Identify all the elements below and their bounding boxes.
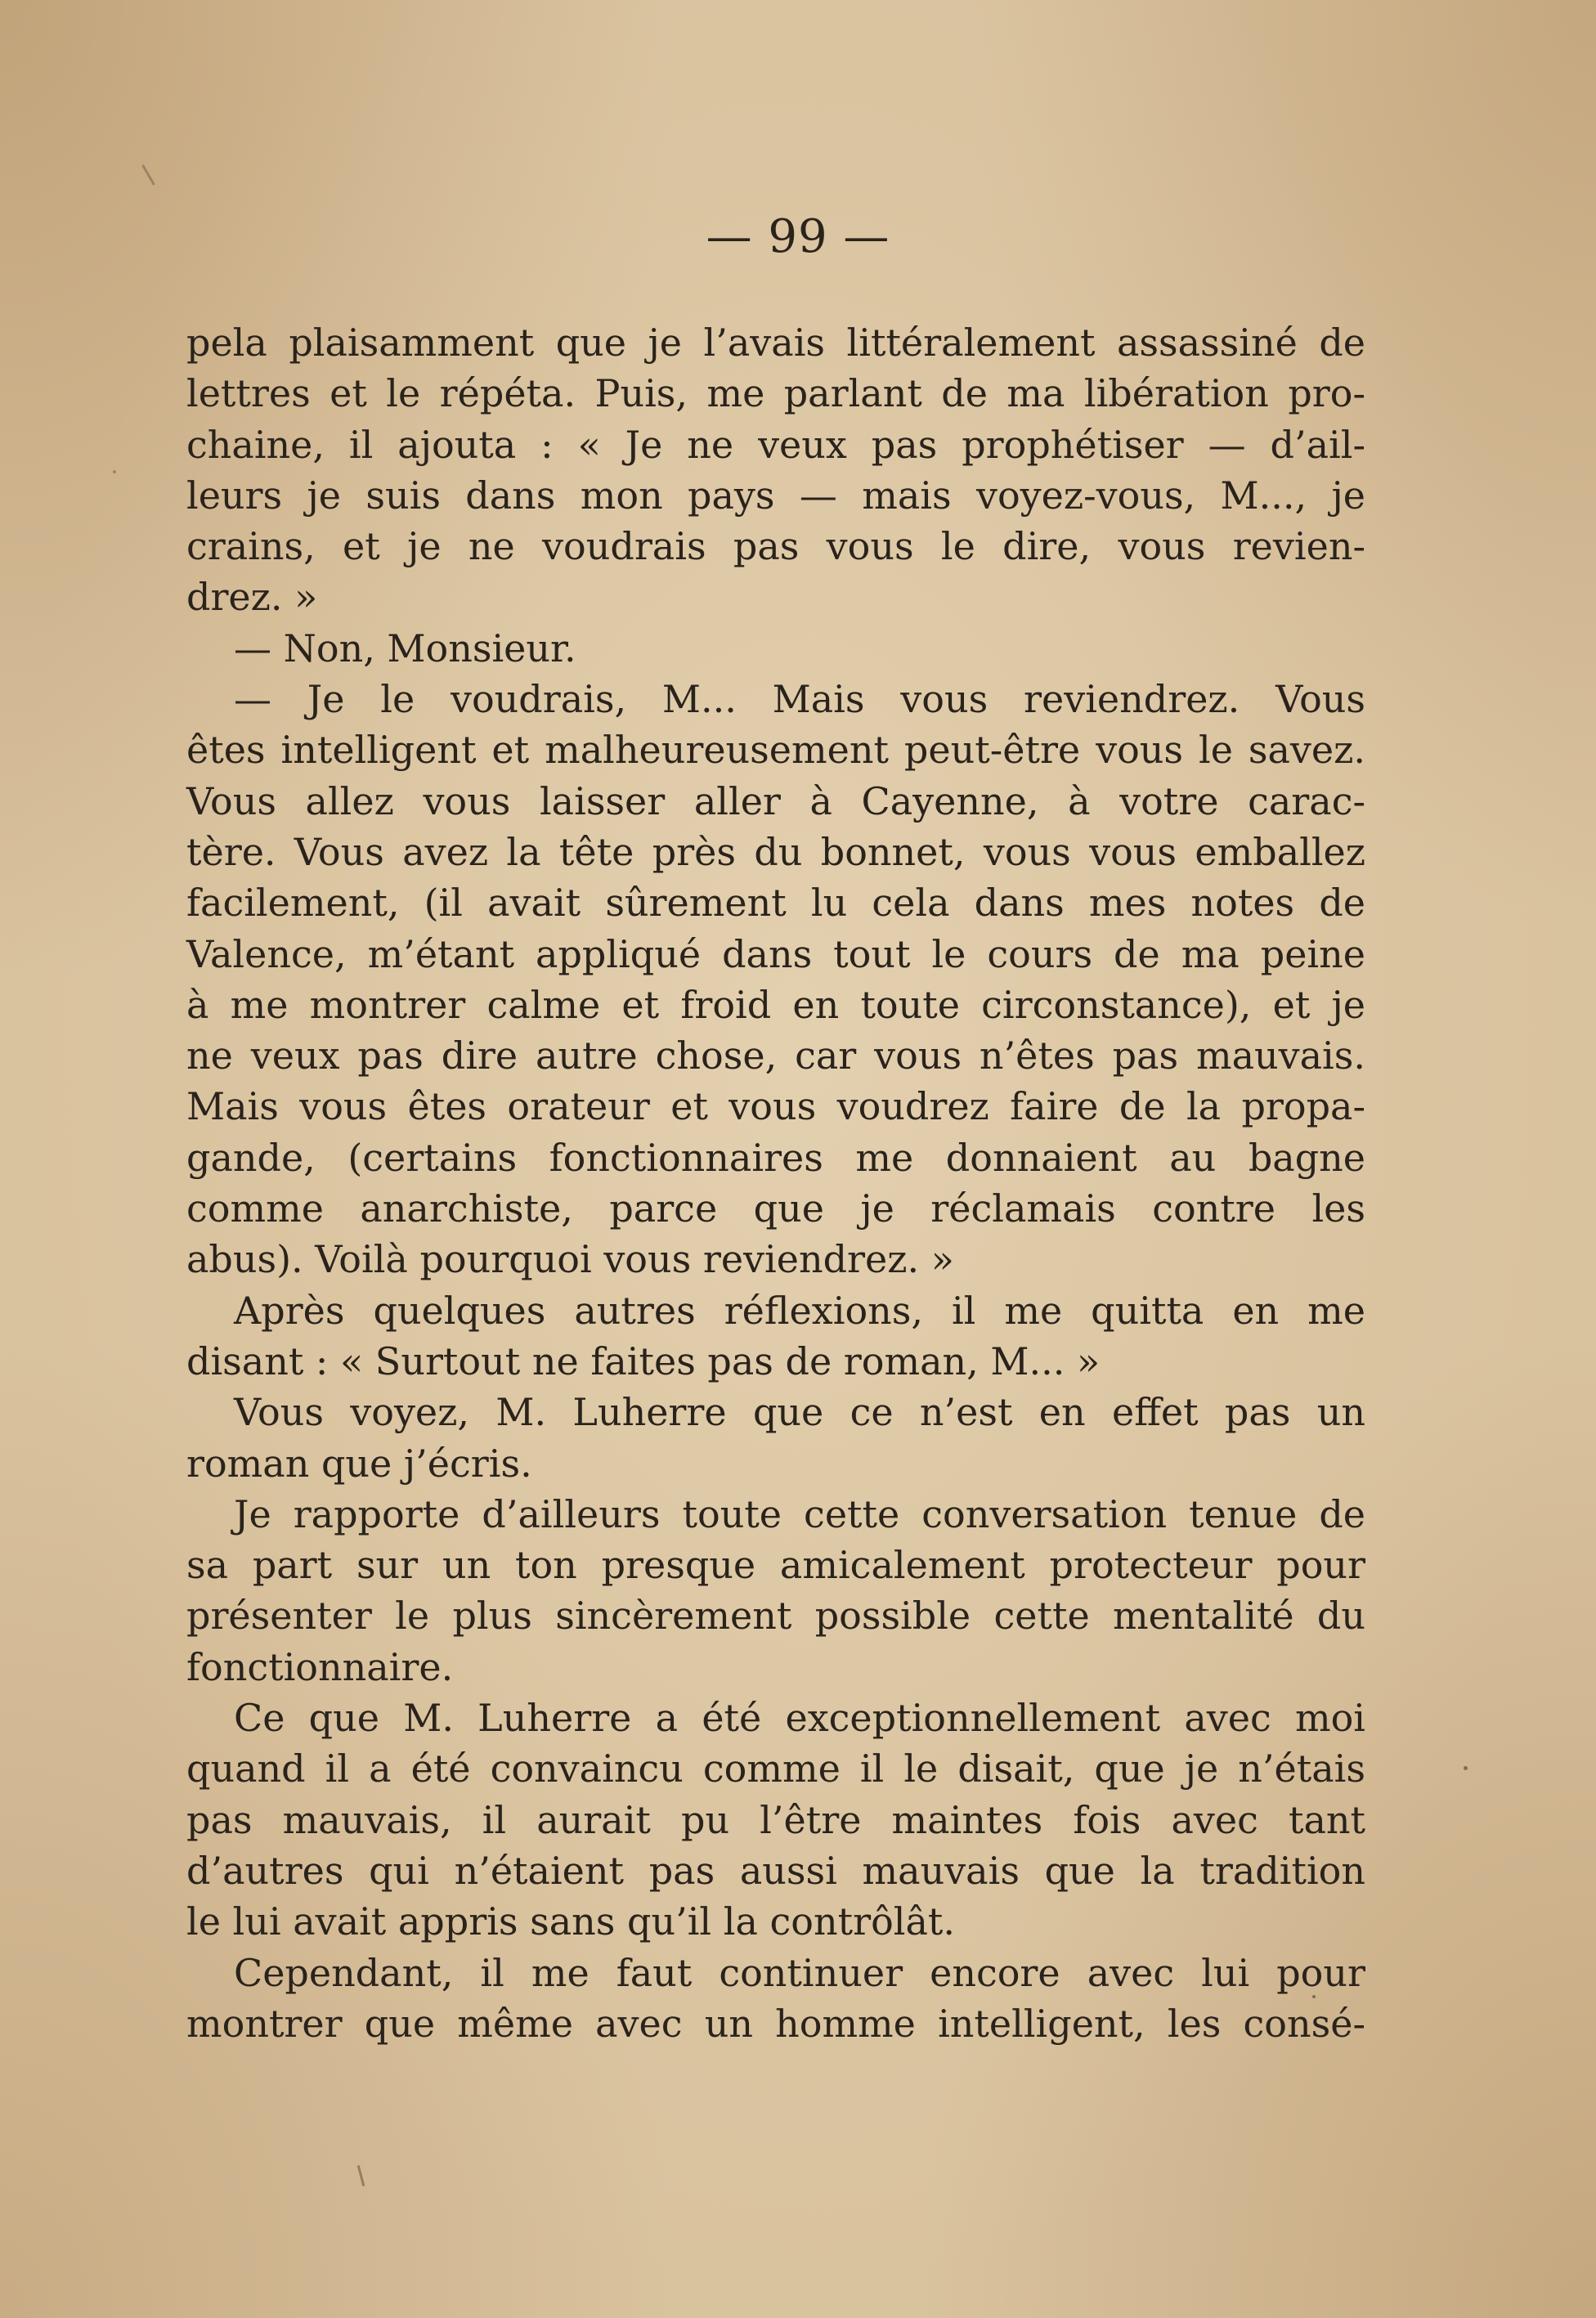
page-number: — 99 —: [706, 210, 890, 263]
text-line: tère. Vous avez la tête près du bonnet, vous vous emballez: [186, 829, 1365, 874]
text-line: abus). Voilà pourquoi vous reviendrez. »: [186, 1237, 954, 1282]
text-line: d’autres qui n’étaient pas aussi mauvais que la tradition: [186, 1848, 1365, 1893]
paper-speck: [141, 164, 155, 186]
text-line: Après quelques autres réflexions, il me quitta en me: [234, 1288, 1365, 1333]
text-line: ne veux pas dire autre chose, car vous n’êtes pas mauvais.: [186, 1033, 1365, 1078]
paper-speck: [1464, 1766, 1468, 1770]
text-line: Cependant, il me faut continuer encore avec lui pour: [234, 1950, 1365, 1995]
text-line: Vous voyez, M. Luherre que ce n’est en effet pas un: [234, 1390, 1365, 1435]
paper-speck: [113, 470, 116, 473]
text-line: crains, et je ne voudrais pas vous le dire, vous revien-: [186, 524, 1365, 569]
text-line: — Je le voudrais, M... Mais vous reviendrez. Vous: [234, 677, 1365, 722]
paper-speck: [357, 2165, 365, 2186]
text-line: Valence, m’étant appliqué dans tout le cours de ma peine: [186, 931, 1365, 976]
text-line: leurs je suis dans mon pays — mais voyez-vous, M..., je: [186, 473, 1365, 518]
text-line: êtes intelligent et malheureusement peut-être vous le savez.: [186, 728, 1365, 773]
text-line: disant : « Surtout ne faites pas de roman, M... »: [186, 1338, 1101, 1383]
body-text: [186, 317, 1365, 2049]
text-line: pela plaisamment que je l’avais littéralement assassiné de: [186, 321, 1365, 365]
text-line: Je rapporte d’ailleurs toute cette conversation tenue de: [234, 1491, 1365, 1536]
text-line: Vous allez vous laisser aller à Cayenne, à votre carac-: [186, 778, 1365, 823]
text-line: quand il a été convaincu comme il le disait, que je n’étais: [186, 1746, 1365, 1791]
text-line: gande, (certains fonctionnaires me donnaient au bagne: [186, 1135, 1365, 1180]
text-line: à me montrer calme et froid en toute circonstance), et je: [186, 982, 1365, 1027]
text-line: fonctionnaire.: [186, 1644, 454, 1689]
text-line: Mais vous êtes orateur et vous voudrez faire de la propa-: [186, 1084, 1365, 1129]
text-line: présenter le plus sincèrement possible cette mentalité du: [186, 1594, 1365, 1639]
text-line: roman que j’écris.: [186, 1441, 532, 1486]
text-line: sa part sur un ton presque amicalement protecteur pour: [186, 1543, 1365, 1588]
text-line: pas mauvais, il aurait pu l’être maintes fois avec tant: [186, 1797, 1365, 1842]
text-line: drez. »: [186, 575, 318, 620]
text-line: montrer que même avec un homme intelligent, les consé-: [186, 2001, 1365, 2046]
text-line: Ce que M. Luherre a été exceptionnellement avec moi: [234, 1696, 1365, 1741]
text-line: chaine, il ajouta : « Je ne veux pas prophétiser — d’ail-: [186, 422, 1365, 467]
text-line: lettres et le répéta. Puis, me parlant de ma libération pro-: [186, 371, 1365, 416]
text-line: comme anarchiste, parce que je réclamais contre les: [186, 1186, 1365, 1231]
text-line: facilement, (il avait sûrement lu cela dans mes notes de: [186, 881, 1365, 926]
paper-speck: [1312, 1995, 1316, 1998]
text-line: le lui avait appris sans qu’il la contrôlât.: [186, 1899, 956, 1944]
text-line: — Non, Monsieur.: [234, 625, 576, 670]
